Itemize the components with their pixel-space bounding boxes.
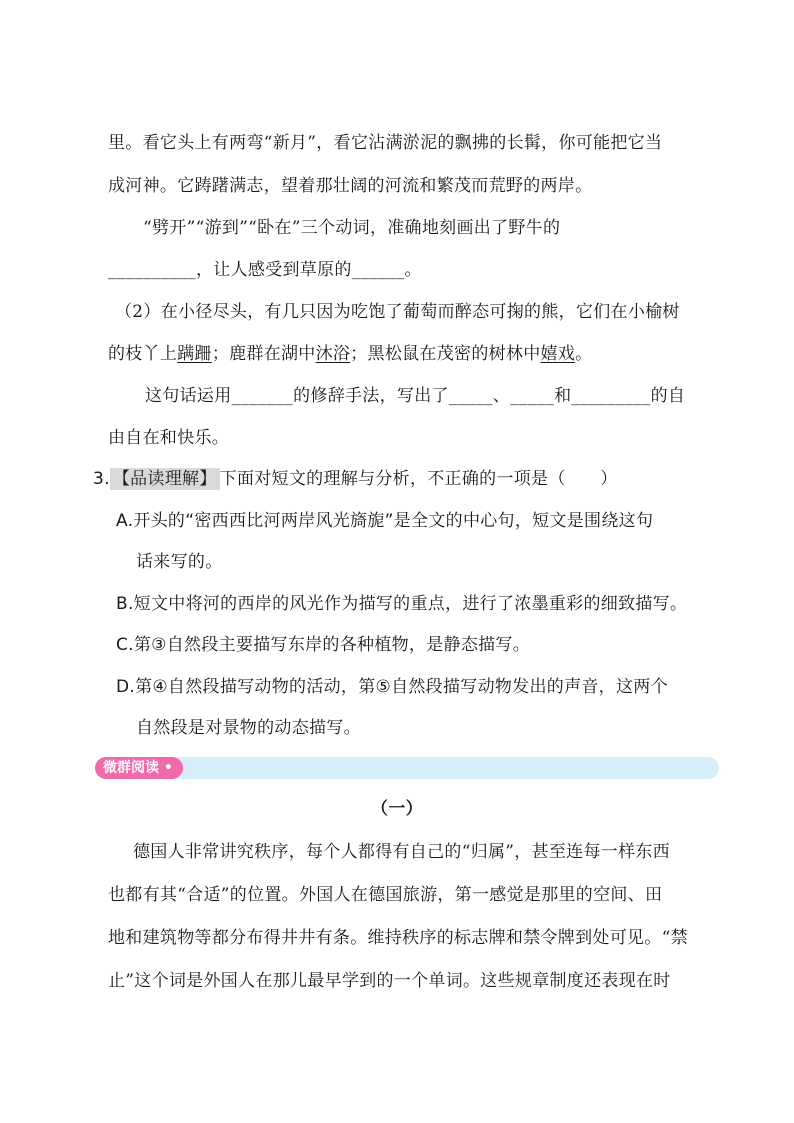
poem-line-1: 里。看它头上有两弯“新月”，看它沾满淤泥的飘拂的长髯，你可能把它当: [108, 133, 663, 153]
poem-line-2: 成河神。它踌躇满志，望着那壮阔的河流和繁茂而荒野的两岸。: [108, 176, 593, 196]
q2-end-text: 。: [404, 260, 422, 280]
option-a-continued: 话来写的。: [136, 552, 223, 572]
question-tag: 【品读理解】: [110, 468, 220, 490]
option-c[interactable]: C.第③自然段主要描写东岸的各种植物，是静态描写。: [116, 635, 531, 655]
text-run: ；鹿群在湖中: [211, 344, 316, 364]
answer-blank[interactable]: ______: [351, 260, 405, 280]
q2-verbs-line: “劈开”“游到”“卧在”三个动词，准确地刻画出了野牛的: [143, 218, 561, 238]
q2-mid-text: ，让人感受到草原的: [196, 260, 352, 280]
q2-rhetoric-line-2: 由自在和快乐。: [108, 428, 230, 448]
q2-rhetoric-line: 这句话运用_______的修辞手法，写出了_____、_____和_________的自: [145, 386, 686, 406]
q2-sentence-line-2: [108, 342, 592, 366]
q3-stem: [93, 467, 618, 491]
passage-line-4: 止”这个词是外国人在那儿最早学到的一个单词。这些规章制度还表现在时: [108, 971, 671, 991]
option-d-continued: 自然段是对景物的动态描写。: [136, 718, 361, 738]
underlined-word: 蹒跚: [177, 344, 212, 364]
text-run: ；黑松鼠在茂密的树林中: [350, 344, 541, 364]
option-d[interactable]: D.第④自然段描写动物的活动，第⑤自然段描写动物发出的声音，这两个: [116, 677, 668, 697]
passage-heading: （一）: [371, 799, 423, 819]
section-banner-label: 微群阅读 •: [95, 757, 183, 779]
q2-sentence-line-1: （2）在小径尽头，有几只因为吃饱了葡萄而醉态可掬的熊，它们在小榆树: [115, 302, 680, 322]
underlined-word: 沐浴: [315, 344, 351, 364]
passage-line-2: 也都有其“合适”的位置。外国人在德国旅游，第一感觉是那里的空间、田: [108, 885, 663, 905]
option-a[interactable]: A.开头的“密西西比河两岸风光旖旎”是全文的中心句，短文是围绕这句: [116, 511, 654, 531]
option-b[interactable]: B.短文中将河的西岸的风光作为描写的重点，进行了浓墨重彩的细致描写。: [116, 594, 688, 614]
question-text: 下面对短文的理解与分析，不正确的一项是（ ）: [219, 469, 618, 489]
question-number: 3.: [93, 469, 110, 489]
text-run: 。: [575, 344, 593, 364]
passage-line-3: 地和建筑物等都分布得井井有条。维持秩序的标志牌和禁令牌到处可见。“禁: [108, 928, 688, 948]
q2-blanks-line: [108, 258, 422, 282]
underlined-word: 嬉戏: [540, 344, 576, 364]
passage-line-1: 德国人非常讲究秩序，每个人都得有自己的“归属”，甚至连每一样东西: [133, 842, 670, 862]
answer-blank[interactable]: __________: [108, 260, 196, 280]
section-banner: [95, 757, 719, 779]
text-run: 的枝丫上: [108, 344, 178, 364]
